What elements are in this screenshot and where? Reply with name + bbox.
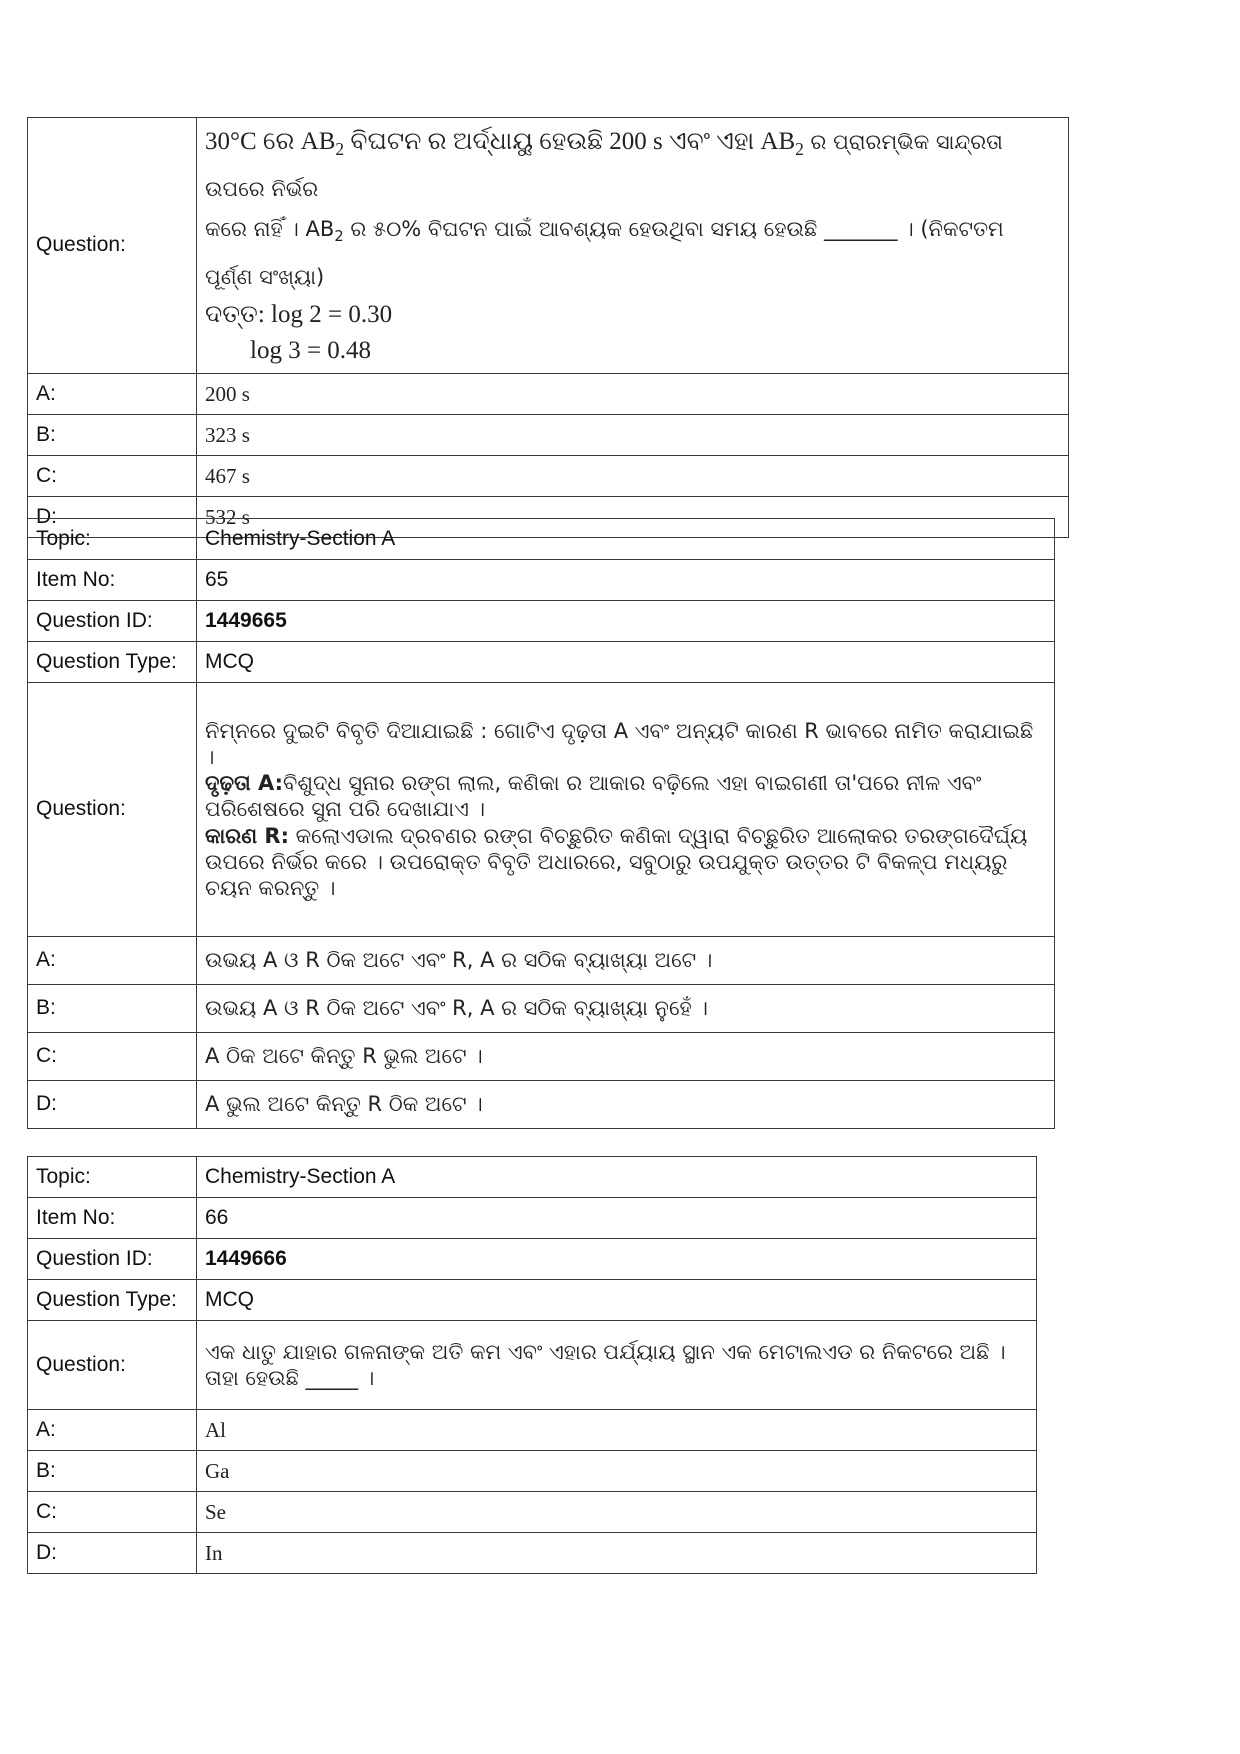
question-text: ଏକ ଧାତୁ ଯାହାର ଗଳନାଙ୍କ ଅତି କମ ଏବଂ ଏହାର ପର୍ଯ୍ୟାୟ ସ୍ଥାନ ଏକ ମେଟାଲଏଡ ର ନିକଟରେ ଅଛି । ତାହା ହେଉଛି _____ । bbox=[197, 1321, 1037, 1410]
topic-value: Chemistry-Section A bbox=[197, 519, 1055, 560]
option-text-a: Al bbox=[197, 1410, 1037, 1451]
question-type-label: Question Type: bbox=[28, 642, 197, 683]
item-no-row bbox=[28, 1198, 1037, 1239]
option-label-a: A: bbox=[28, 374, 197, 415]
question-text bbox=[197, 118, 1069, 374]
question-table-66 bbox=[27, 1156, 1037, 1574]
reason-statement bbox=[205, 823, 1046, 902]
question-line-2: କରେ ନାହିଁ । $AB_2$ ର ୫୦% ବିଘଟନ ପାଇଁ ଆବଶ୍ୟକ ହେଉଥିବା ସମୟ ହେଉଛି _______ । (ନିକଟତମ bbox=[205, 217, 1004, 246]
option-text-b: Ga bbox=[197, 1451, 1037, 1492]
question-id-value: 1449666 bbox=[197, 1239, 1037, 1280]
option-label-d: D: bbox=[28, 1081, 197, 1129]
option-label-b: B: bbox=[28, 1451, 197, 1492]
question-type-value: MCQ bbox=[197, 1280, 1037, 1321]
option-row-d bbox=[28, 1533, 1037, 1574]
given-line-2: log 3 = 0.48 bbox=[250, 337, 372, 365]
reason-label: କାରଣ R: bbox=[205, 823, 289, 848]
option-label-d: D: bbox=[28, 497, 197, 538]
question-label: Question: bbox=[28, 118, 197, 374]
item-no-row bbox=[28, 560, 1055, 601]
option-text-c: A ଠିକ ଅଟେ କିନ୍ତୁ R ଭୁଲ ଅଟେ । bbox=[197, 1033, 1055, 1081]
item-no-label: Item No: bbox=[28, 560, 197, 601]
question-table-65 bbox=[27, 518, 1055, 1129]
question-id-label: Question ID: bbox=[28, 1239, 197, 1280]
option-text-d: 532 s bbox=[197, 497, 1069, 538]
option-row-a bbox=[28, 1410, 1037, 1451]
question-type-row bbox=[28, 642, 1055, 683]
topic-row bbox=[28, 519, 1055, 560]
question-type-label: Question Type: bbox=[28, 1280, 197, 1321]
option-label-c: C: bbox=[28, 1033, 197, 1081]
option-text-a: 200 s bbox=[197, 374, 1069, 415]
option-row-a bbox=[28, 374, 1069, 415]
option-text-d: In bbox=[197, 1533, 1037, 1574]
option-row-d bbox=[28, 1081, 1055, 1129]
option-text-c: Se bbox=[197, 1492, 1037, 1533]
item-no-label: Item No: bbox=[28, 1198, 197, 1239]
assertion-statement bbox=[205, 770, 1046, 823]
topic-value: Chemistry-Section A bbox=[197, 1157, 1037, 1198]
option-label-a: A: bbox=[28, 1410, 197, 1451]
topic-row bbox=[28, 1157, 1037, 1198]
option-text-c: 467 s bbox=[197, 456, 1069, 497]
question-id-row bbox=[28, 1239, 1037, 1280]
question-label: Question: bbox=[28, 1321, 197, 1410]
reason-text: କଲୋଏଡାଲ ଦ୍ରବଣର ରଙ୍ଗ ବିଚ୍ଛୁରିତ କଣିକା ଦ୍ୱାରା ବିଚ୍ଛୁରିତ ଆଲୋକର ତରଙ୍ଗଦୈର୍ଘ୍ୟ ଉପରେ ନିର୍ଭର କରେ । ଉପରୋକ୍ତ ବିବୃତି ଅଧାରରେ, ସବୁଠାରୁ ଉପଯୁକ୍ତ ଉତ୍ତର ଟି ବିକଳ୍ପ ମଧ୍ୟରୁ ଚୟନ କରନ୍ତୁ । bbox=[205, 823, 1028, 901]
question-id-row bbox=[28, 601, 1055, 642]
question-type-value: MCQ bbox=[197, 642, 1055, 683]
option-row-b bbox=[28, 1451, 1037, 1492]
option-row-b bbox=[28, 985, 1055, 1033]
option-label-b: B: bbox=[28, 415, 197, 456]
option-label-a: A: bbox=[28, 937, 197, 985]
item-no-value: 65 bbox=[197, 560, 1055, 601]
question-row bbox=[28, 683, 1055, 937]
question-line-3: ପୂର୍ଣ୍ଣ ସଂଖ୍ୟା) bbox=[205, 265, 325, 290]
question-id-label: Question ID: bbox=[28, 601, 197, 642]
question-id-value: 1449665 bbox=[197, 601, 1055, 642]
option-row-c bbox=[28, 456, 1069, 497]
question-intro: ନିମ୍ନରେ ଦୁଇଟି ବିବୃତି ଦିଆଯାଇଛି : ଗୋଟିଏ ଦୃଢ଼ତା A ଏବଂ ଅନ୍ୟଟି କାରଣ R ଭାବରେ ନାମିତ କରାଯାଇଛି । bbox=[205, 718, 1034, 769]
topic-label: Topic: bbox=[28, 1157, 197, 1198]
topic-label: Topic: bbox=[28, 519, 197, 560]
question-row bbox=[28, 1321, 1037, 1410]
question-type-row bbox=[28, 1280, 1037, 1321]
option-row-c bbox=[28, 1492, 1037, 1533]
option-row-c bbox=[28, 1033, 1055, 1081]
option-text-d: A ଭୁଲ ଅଟେ କିନ୍ତୁ R ଠିକ ଅଟେ । bbox=[197, 1081, 1055, 1129]
option-text-b: ଉଭୟ A ଓ R ଠିକ ଅଟେ ଏବଂ R, A ର ସଠିକ ବ୍ୟାଖ୍ୟା ନୁହେଁ । bbox=[197, 985, 1055, 1033]
option-text-b: 323 s bbox=[197, 415, 1069, 456]
given-line-1: ଦତ୍ତ: log 2 = 0.30 bbox=[205, 301, 393, 329]
question-table-64 bbox=[27, 117, 1069, 538]
question-text bbox=[197, 683, 1055, 937]
question-row bbox=[28, 118, 1069, 374]
assertion-text: ବିଶୁଦ୍ଧ ସୁନାର ରଙ୍ଗ ଲାଲ, କଣିକା ର ଆକାର ବଢ଼ିଲେ ଏହା ବାଇଗଣୀ ତା'ପରେ ନୀଳ ଏବଂ ପରିଶେଷରେ ସୁନା ପରି ଦେଖାଯାଏ । bbox=[205, 771, 982, 822]
option-row-b bbox=[28, 415, 1069, 456]
option-text-a: ଉଭୟ A ଓ R ଠିକ ଅଟେ ଏବଂ R, A ର ସଠିକ ବ୍ୟାଖ୍ୟା ଅଟେ । bbox=[197, 937, 1055, 985]
option-label-d: D: bbox=[28, 1533, 197, 1574]
question-label: Question: bbox=[28, 683, 197, 937]
option-row-a bbox=[28, 937, 1055, 985]
option-label-b: B: bbox=[28, 985, 197, 1033]
option-label-c: C: bbox=[28, 1492, 197, 1533]
assertion-label: ଦୃଢ଼ତା A: bbox=[205, 771, 284, 796]
item-no-value: 66 bbox=[197, 1198, 1037, 1239]
question-line-1: 30°C ରେ $AB_2$ ବିଘଟନ ର ଅର୍ଦ୍ଧାୟୁ ହେଉଛି 200 s ଏବଂ ଏହା $AB_2$ ର ପ୍ରାରମ୍ଭିକ ସାନ୍ଦ୍ରତା ଉପରେ ନିର୍ଭର bbox=[205, 128, 1003, 201]
option-label-c: C: bbox=[28, 456, 197, 497]
